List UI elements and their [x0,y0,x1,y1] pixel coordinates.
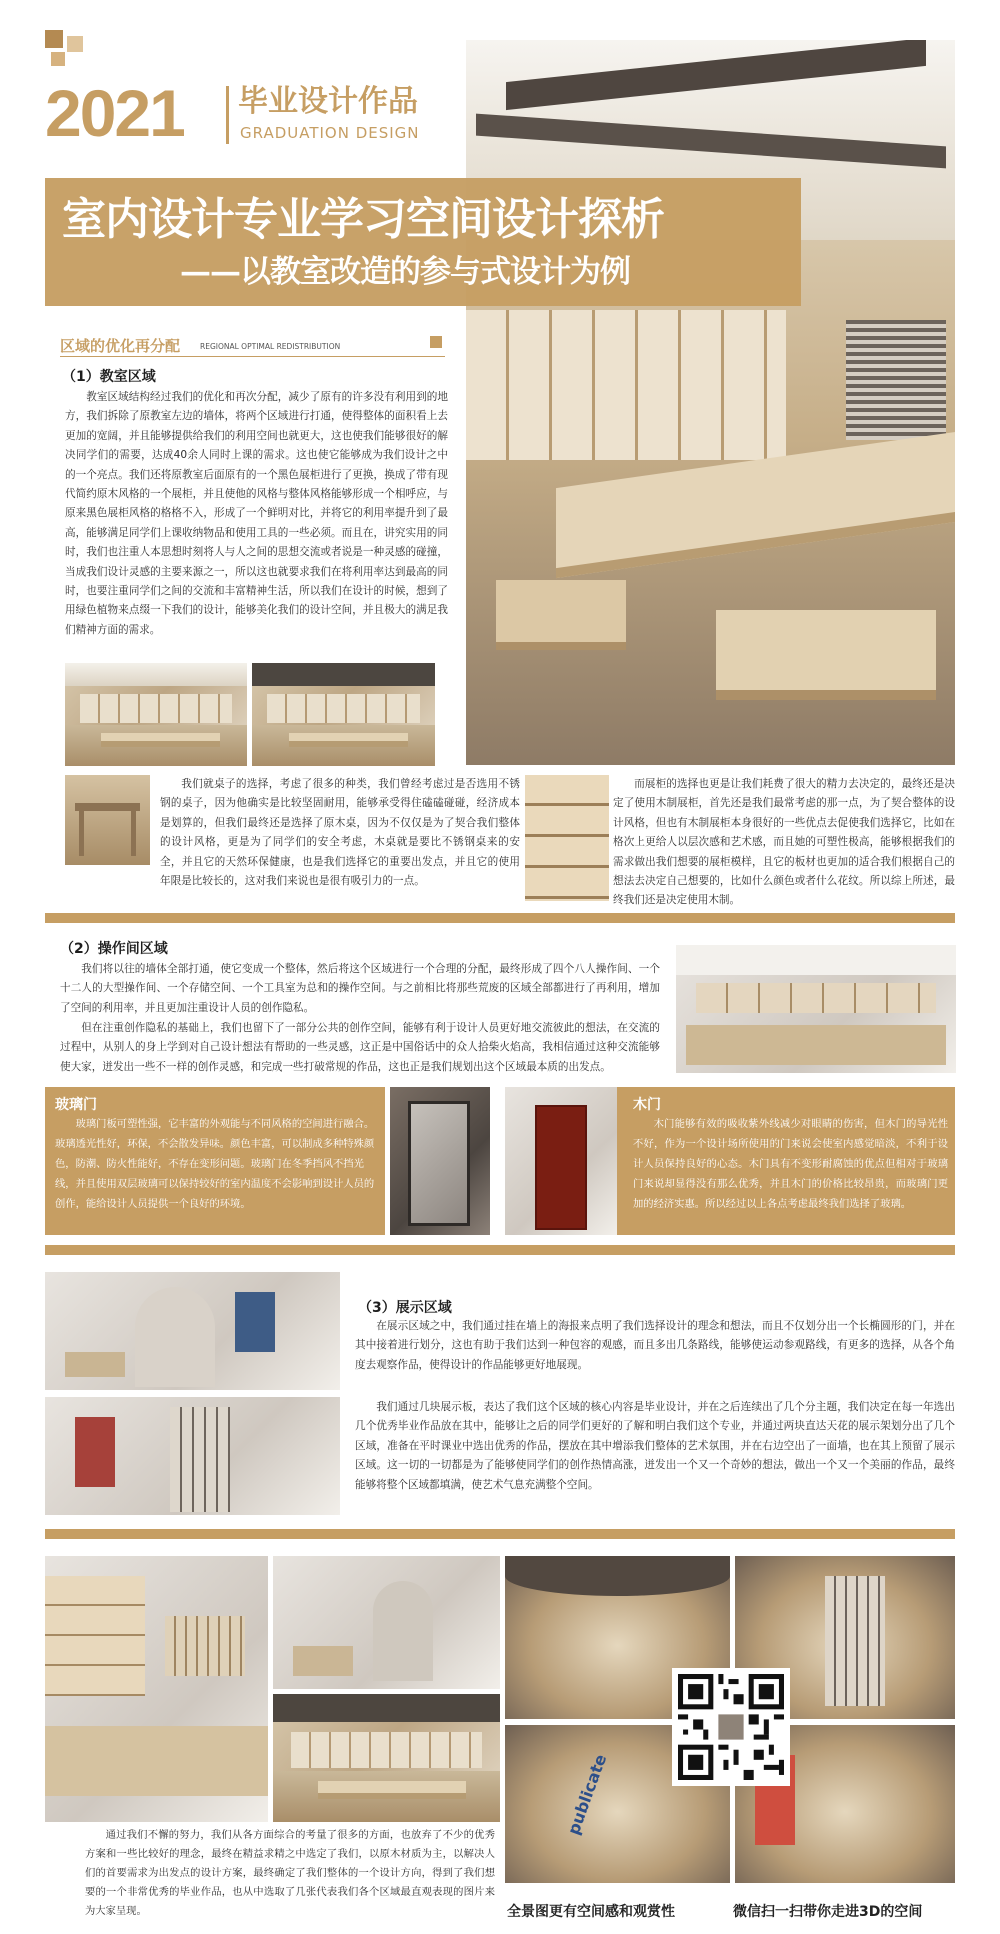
logo-squares [45,30,95,70]
section-underline [60,356,445,357]
subtitle: ——以教室改造的参与式设计为例 [180,254,630,290]
exhibition-p1: 在展示区域之中，我们通过挂在墙上的海报来点明了我们选择设计的理念和想法，而且不仅划分出一个长椭圆形的门，并在其中接着进行划分，这也有助于我们达到一种包容的观感，而且多出几条路线，能够使运动参观路线，有更多的选择，从各个角度去观察作品，使得设计的作品能够更好地展现。 [355,1320,955,1371]
wood-door-heading: 木门 [633,1097,661,1113]
exhibition-p2: 我们通过几块展示板，表达了我们这个区域的核心内容是毕业设计，并在之后连续出了几个分主题，我们决定在每一年选出几个优秀毕业作品放在其中，能够让之后的同学们更好的了解和明白我们这个专业，并通过两块直达天花的展示架划分出了几个区域，准备在平时课业中选出优秀的作品，摆放在其中增添我们整体的艺术氛围，并在右边空出了一面墙，也在其上预留了展示区域。这一切的一切都是为了能够使同学们的创作热情高涨，迸发出一个又一个奇妙的想法，做出一个又一个美丽的作品，最终能够将整个区域都填满，使艺术气息充满整个空间。 [355,1401,955,1491]
render-storage [45,1556,268,1822]
conclusion-body: 通过我们不懈的努力，我们从各方面综合的考量了很多的方面，也放弃了不少的优秀方案和一些比较好的理念，最终在精益求精之中选定了我们，以原木材质为主，以解决人们的首要需求为出发点的设计方案，最终确定了我们整体的一个设计方向，得到了我们想要的一个非常优秀的毕业作品，也从中选取了几张代表我们各个区域最直观表现的图片来为大家呈现。 [85,1829,495,1917]
title-en: GRADUATION DESIGN [240,124,420,142]
section-title: 区域的优化再分配 [60,337,181,355]
section-title-en: REGIONAL OPTIMAL REDISTRIBUTION [200,342,341,351]
wood-door-body: 木门能够有效的吸收紫外线减少对眼睛的伤害，但木门的导光性不好，作为一个设计场所使用的门来说会使室内感觉暗淡，不利于设计人员保持良好的心态。木门具有不变形耐腐蚀的优点但相对于玻璃门来说却显得没有那么优秀，并且木门的价格比较昂贵，而玻璃门更加的经济实惠。所以经过以上各点考虑最终我们选择了玻璃。 [633,1118,948,1210]
classroom-heading: （1）教室区域 [62,369,156,385]
render-classroom [273,1694,500,1822]
render-arch [273,1556,500,1689]
glass-door-body: 玻璃门板可塑性强，它丰富的外观能与不同风格的空间进行融合。玻璃透光性好，环保，不会散发异味。颜色丰富，可以制成多种特殊颜色，防潮、防火性能好，不存在变形问题。玻璃门在冬季挡风不挡光线，并且使用双层玻璃可以保持较好的室内温度不会影响到设计人员的创作，能给设计人员提供一个良好的环境。 [55,1118,375,1210]
classroom-body: 教室区域结构经过我们的优化和再次分配，减少了原有的许多没有利用到的地方，我们拆除了原教室左边的墙体，将两个区域进行打通，使得整体的面积看上去更加的宽阔，并且能够提供给我们的利用空间也就更大，这也使我们能够很好的解决同学们的需要，达成40余人同时上课的需求。这也使它能够成为我们设计之中的一个亮点。我们还将原教室后面原有的一个黑色展柜进行了更换，换成了带有现代简约原木风格的一个展柜，并且使他的风格与整体风格能够形成一个相呼应，与原来黑色展柜风格的格格不入，形成了一个鲜明对比，并将它的利用率提升到了最高，能够满足同学们上课收纳物品和使用工具的一些必须。而且在，讲究实用的同时，我们也注重人本思想时刻将人与人之间的思想交流或者说是一种灵感的碰撞，当成我们设计灵感的主要来源之一，所以这也就要求我们在将利用率达到最高的同时，也要注重同学们之间的交流和丰富精神生活，所以我们在设计的时候，想到了用绿色植物来点缀一下我们的设计，能够美化我们的设计空间，并且极大的满足我们精神方面的需求。 [65,391,448,636]
workroom-photo [676,945,956,1073]
main-title: 室内设计专业学习空间设计探析 [62,194,664,245]
exhibition-photo-2 [45,1397,340,1515]
qr-code[interactable] [672,1668,790,1786]
wood-door-photo [505,1087,617,1235]
classroom-photo-2 [252,663,435,766]
caption-qr: 微信扫一扫带你走进3D的空间 [733,1904,923,1920]
year-label: 2021 [45,76,184,150]
workroom-heading: （2）操作间区域 [60,941,168,957]
divider-band-2 [45,1245,955,1255]
divider-band-1 [45,913,955,923]
glass-door-photo [390,1087,490,1235]
title-cn: 毕业设计作品 [238,84,418,119]
divider-band-3 [45,1529,955,1539]
panorama-poster: publicate [563,1751,611,1838]
workroom-p2: 但在注重创作隐私的基础上，我们也留下了一部分公共的创作空间，能够有利于设计人员更好地交流彼此的想法，在交流的过程中，从别人的身上学到对自己设计想法有帮助的一些灵感，这正是中国俗话中的众人拾柴火焰高，我相信通过这种交流能够使大家，迸发出一些不一样的创作灵感，和完成一些打破常规的作品，这也正是我们规划出这个区域最本质的出发点。 [60,1022,660,1073]
cabinet-text: 而展柜的选择也更是让我们耗费了很大的精力去决定的，最终还是决定了使用木制展柜，首先还是我们最常考虑的那一点，为了契合整体的设计风格，但也有木制展柜本身很好的一些优点去促使我们选择它，比如在格次上更给人以层次感和艺术感，而且她的可塑性极高，能够根据我们的需求做出我们想要的展柜模样，且它的板材也更加的适合我们根据自己的想法去决定自己想要的，比如什么颜色或者什么花纹。所以综上所述，最终我们还是决定使用木制。 [613,778,955,907]
classroom-photo-1 [65,663,247,766]
hero-classroom-photo [466,40,955,765]
desk-text: 我们就桌子的选择，考虑了很多的种类，我们曾经考虑过是否选用不锈钢的桌子，因为他确实是比较坚固耐用，能够承受得住磕磕碰碰，经济成本是划算的，但我们最终还是选择了原木桌，因为不仅仅是为了契合我们整体的设计风格，更是为了同学们的安全考虑，木桌就是要比不锈钢桌来的安全，并且它的天然环保健康，也是我们选择它的重要出发点，并且它的使用年限是比较长的，这对我们来说也是很有吸引力的一点。 [160,778,520,888]
caption-panorama: 全景图更有空间感和观赏性 [507,1904,675,1920]
desk-photo [65,775,150,865]
header-divider [226,86,229,144]
exhibition-heading: （3）展示区域 [358,1300,452,1316]
workroom-p1: 我们将以往的墙体全部打通，使它变成一个整体，然后将这个区域进行一个合理的分配，最终形成了四个八人操作间、一个十二人的大型操作间、一个存储空间、一个工具室为总和的操作空间。与之前相比将那些荒废的区域全部都进行了再利用，增加了空间的利用率，并且更加注重设计人员的创作隐私。 [60,963,660,1014]
qr-code-icon [678,1674,784,1780]
cabinet-photo [525,775,609,901]
glass-door-heading: 玻璃门 [55,1097,97,1113]
exhibition-photo-1 [45,1272,340,1390]
